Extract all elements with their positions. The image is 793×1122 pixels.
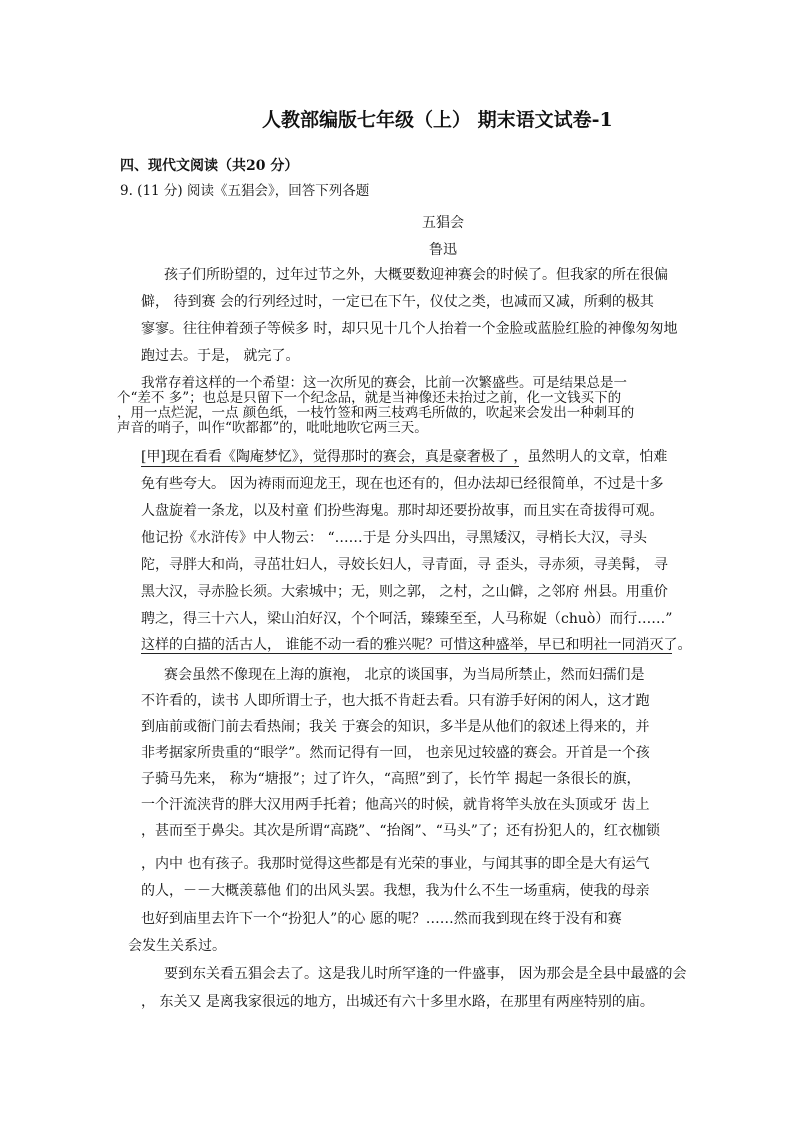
exam-title: 人教部编版七年级（上） 期末语文试卷-1 xyxy=(262,109,613,131)
text-line: 人盘旋着一条龙，以及村童 们扮些海鬼。那时却还要扮故事，而且实在奇拔得可观。 xyxy=(141,503,664,519)
essay-title: 五猖会 xyxy=(422,215,464,231)
question-line: 9. (11 分) 阅读《五猖会》，回答下列各题 xyxy=(120,183,370,199)
text-line: 僻， 待到赛 会的行列经过时，一定已在下午，仪仗之类，也减而又减，所剩的极其 xyxy=(141,294,654,310)
text-line: ，用一点烂泥，一点 颜色纸，一枝竹签和两三枝鸡毛所做的，吹起来会发出一种刺耳的 xyxy=(117,405,635,421)
text-line: 寥寥。往往伸着颈子等候多 时，却只见十几个人抬着一个金脸或蓝脸红脸的神像匆匆地 xyxy=(141,321,678,337)
text-line: 我常存着这样的一个希望：这一次所见的赛会，比前一次繁盛些。可是结果总是一 xyxy=(141,375,627,391)
text-line: 不许看的，读书 人即所谓士子，也大抵不肯赶去看。只有游手好闲的闲人，这才跑 xyxy=(141,693,650,709)
text-line: 孩子们所盼望的，过年过节之外，大概要数迎神赛会的时候了。但我家的所在很偏 xyxy=(164,267,668,283)
text-line: 的人，－－大概羡慕他 们的出风头罢。我想，我为什么不生一场重病，使我的母亲 xyxy=(141,883,650,899)
text-line: 子骑马先来， 称为“塘报”；过了许久，“高照”到了，长竹竿 揭起一条很长的旗， xyxy=(141,771,641,787)
underline xyxy=(141,466,519,467)
text-line-underlined: [甲]现在看看《陶庵梦忆》，觉得那时的赛会，真是豪奢极了 ，虽然明人的文章，怕难 xyxy=(141,449,668,465)
text-line: 聘之，得三十六人，梁山泊好汉，个个呵活，臻臻至至，人马称娖（chuò）而行……” xyxy=(141,611,673,627)
text-line: ，甚而至于鼻尖。其次是所谓“高跷”、“抬阁”、“马头”了；还有扮犯人的，红衣枷锁 xyxy=(141,823,660,839)
text-line: 到庙前或衙门前去看热闹；我关 于赛会的知识，多半是从他们的叙述上得来的，并 xyxy=(141,719,650,735)
section-heading: 四、现代文阅读（共20 分） xyxy=(120,158,299,174)
text-line-underlined: 这样的白描的活古人， 谁能不动一看的雅兴呢？可惜这种盛举，早已和明社一同消灭了。 xyxy=(141,637,692,653)
text-line: 也好到庙里去许下一个“扮犯人”的心 愿的呢？……然而我到现在终于没有和赛 xyxy=(141,911,622,927)
text-line: 要到东关看五猖会去了。这是我儿时所罕逢的一件盛事， 因为那会是全县中最盛的会 xyxy=(164,966,687,982)
text-line: 会发生关系过。 xyxy=(128,938,226,954)
text-line: 赛会虽然不像现在上海的旗袍， 北京的谈国事，为当局所禁止，然而妇孺们是 xyxy=(164,667,645,683)
text-line: 陀，寻胖大和尚，寻茁壮妇人，寻姣长妇人，寻青面，寻 歪头，寻赤须，寻美髯， 寻 xyxy=(141,557,668,573)
text-line: 免有些夸大。 因为祷雨而迎龙王，现在也还有的，但办法却已经很简单，不过是十多 xyxy=(141,476,664,492)
text-line: 个“差不 多”；也总是只留下一个纪念品，就是当神像还未抬过之前，化一文钱买下的 xyxy=(117,390,622,406)
underline xyxy=(141,653,672,654)
text-line: 声音的哨子，叫作“吹都都”的，吡吡地吹它两三天。 xyxy=(117,420,428,436)
essay-author: 鲁迅 xyxy=(429,242,457,258)
text-line: 他记扮《水浒传》中人物云： “……于是 分头四出，寻黑矮汉，寻梢长大汉，寻头 xyxy=(141,530,648,546)
text-line: ，内中 也有孩子。我那时觉得这些都是有光荣的事业，与闻其事的即全是大有运气 xyxy=(141,856,650,872)
text-line: ， 东关又 是离我家很远的地方，出城还有六十多里水路，在那里有两座特别的庙。 xyxy=(141,994,654,1010)
text-line: 跑过去。于是， 就完了。 xyxy=(141,348,300,364)
text-line: 黑大汉，寻赤脸长须。大索城中；无，则之郭， 之村，之山僻，之邻府 州县。用重价 xyxy=(141,584,668,600)
text-line: 非考据家所贵重的“眼学”。然而记得有一回， 也亲见过较盛的赛会。开首是一个孩 xyxy=(141,745,650,761)
text-line: 一个汗流浃背的胖大汉用两手托着；他高兴的时候，就肯将竿头放在头顶或牙 齿上 xyxy=(141,797,650,813)
